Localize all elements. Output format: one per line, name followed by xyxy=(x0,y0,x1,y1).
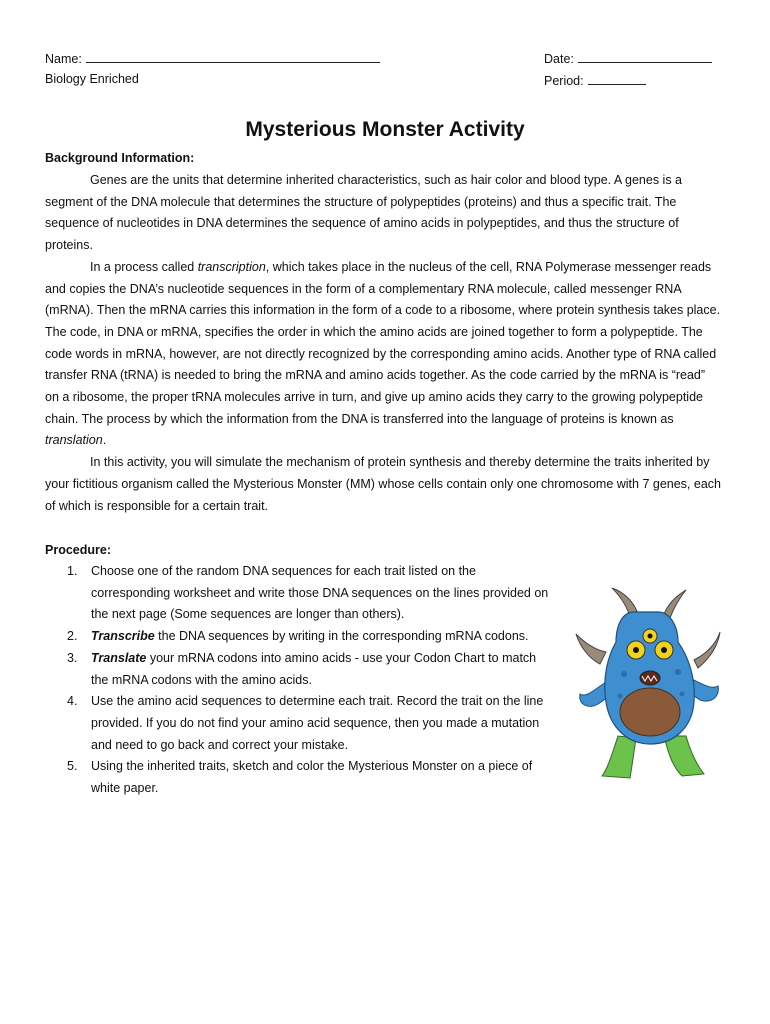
name-field xyxy=(45,49,380,67)
page-title: Mysterious Monster Activity xyxy=(245,118,525,141)
name-blank-line[interactable] xyxy=(86,49,380,63)
period-field xyxy=(544,71,646,89)
step-keyword-translate: Translate xyxy=(91,650,147,665)
period-label: Period: xyxy=(544,74,584,88)
background-paragraph-1: Genes are the units that determine inherited characteristics, such as hair color and blood type. A genes is a segment of the DNA molecule that determines the structure of polypeptides (proteins) and thus a specific trait. The sequence of nucleotides in DNA determines the sequence of amino acids in polypeptides, and thus the structure of proteins. xyxy=(45,173,683,253)
term-transcription: transcription xyxy=(197,259,266,274)
monster-illustration xyxy=(572,586,724,782)
procedure-step: 2. Transcribe the DNA sequences by writing in the corresponding mRNA codons. xyxy=(67,629,529,644)
term-translation: translation xyxy=(45,433,103,448)
procedure-step: 3. Translate your mRNA codons into amino acids - use your Codon Chart to match the mRNA codons with the amino acids. xyxy=(67,650,537,687)
date-field xyxy=(544,49,712,67)
background-text xyxy=(45,170,721,517)
procedure-step: 5. Using the inherited traits, sketch and color the Mysterious Monster on a piece of white paper. xyxy=(67,759,533,796)
period-blank-line[interactable] xyxy=(588,71,646,85)
course-name: Biology Enriched xyxy=(45,72,139,86)
background-heading: Background Information: xyxy=(45,151,195,165)
procedure-list xyxy=(45,561,555,800)
date-blank-line[interactable] xyxy=(578,49,712,63)
background-paragraph-3: In this activity, you will simulate the mechanism of protein synthesis and thereby determine the traits inherited by your fictitious organism called the Mysterious Monster (MM) whose cells contain only one chromosome with 7 genes, each of which is responsible for a certain trait. xyxy=(45,455,721,513)
procedure-heading: Procedure: xyxy=(45,543,111,557)
procedure-step: 1. Choose one of the random DNA sequences for each trait listed on the corresponding worksheet and write those DNA sequences on the lines provided on the next page (Some sequences are longer than others). xyxy=(67,564,549,622)
background-paragraph-2: In a process called transcription, which takes place in the nucleus of the cell, RNA Polymerase messenger reads and copies the DNA’s nucleotide sequences in the form of a complementary RNA molecule, called messenger RNA (mRNA). Then the mRNA carries this information in the form of a code to a ribosome, where protein synthesis takes place. The code, in DNA or mRNA, specifies the order in which the amino acids are joined together to form a polypeptide. The code words in mRNA, however, are not directly recognized by the corresponding amino acids. Another type of RNA called transfer RNA (tRNA) is needed to bring the mRNA and amino acids together. As the code carried by the mRNA is “read” on a ribosome, the proper tRNA molecules arrive in turn, and give up amino acids they carry to the growing polypeptide chain. The process by which the information from the DNA is transferred into the language of proteins is known as translation. xyxy=(45,259,721,448)
name-label: Name: xyxy=(45,52,82,66)
step-keyword-transcribe: Transcribe xyxy=(91,629,155,644)
procedure-step: 4. Use the amino acid sequences to determine each trait. Record the trait on the line provided. If you do not find your amino acid sequence, then you made a mutation and need to go back and correct your mistake. xyxy=(67,694,544,752)
date-label: Date: xyxy=(544,52,574,66)
